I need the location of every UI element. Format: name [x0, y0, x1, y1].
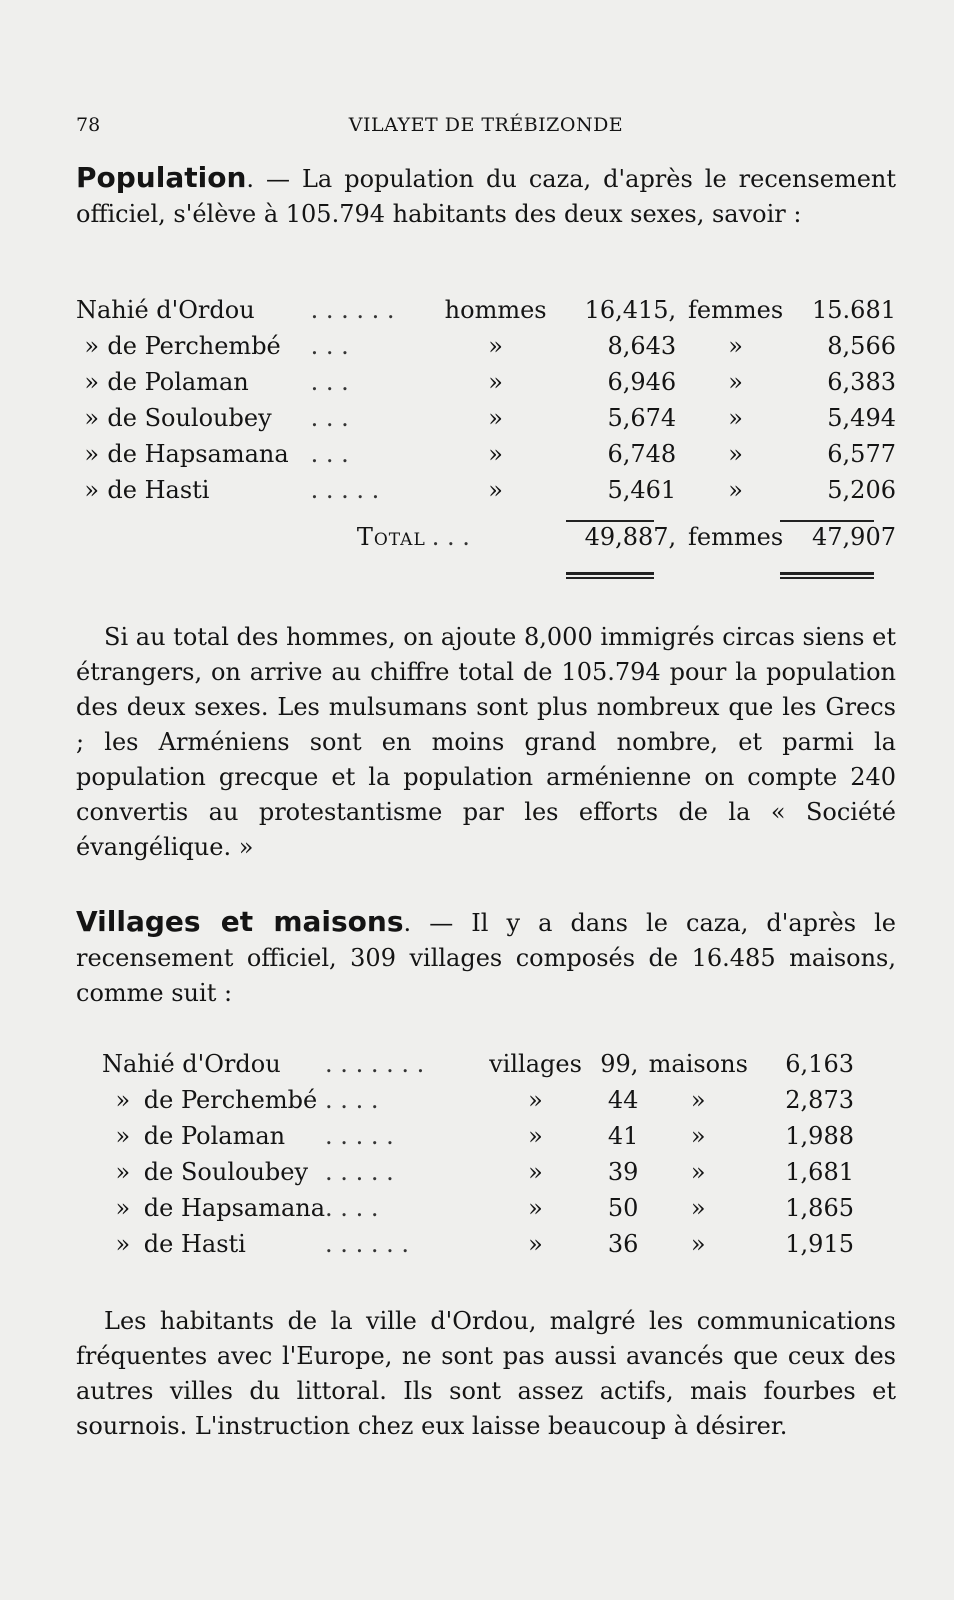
running-title: VILAYET DE TRÉBIZONDE: [348, 114, 624, 136]
villages-count: 41: [607, 1122, 639, 1150]
leader-dots: . . .: [310, 440, 349, 468]
women-label: »: [728, 476, 743, 504]
leader-dots: . . .: [310, 404, 349, 432]
district-name: de Polaman: [143, 1122, 286, 1150]
houses-count: 1,915: [785, 1230, 854, 1258]
villages-label: »: [528, 1086, 543, 1114]
district-name: de Hapsamana: [143, 1194, 326, 1222]
houses-label: maisons: [648, 1050, 748, 1078]
leader-dots: . . . . .: [325, 1158, 394, 1186]
district-name: de Souloubey: [143, 1158, 309, 1186]
houses-label: »: [690, 1230, 706, 1258]
women-count: 8,566: [827, 332, 896, 360]
women-count: 6,383: [827, 368, 896, 396]
women-label: »: [728, 368, 743, 396]
population-row: [76, 436, 896, 472]
men-label: »: [488, 368, 503, 396]
villages-intro-paragraph: [76, 904, 896, 1011]
population-note-paragraph: Si au total des hommes, on ajoute 8,000 immigrés circas siens et étrangers, on arrive au chiffre total de 105.794 pour la population des deux sexes. Les mulsumans sont plus nombreux que les Grecs ; les Arméniens sont en moins grand nombre, et parmi la population grecque et la population arménienne on compte 240 convertis au protestantisme par les efforts de la « Société évangélique. »: [76, 623, 896, 861]
men-count: 16,415,: [584, 296, 677, 324]
villages-intro-text: . — Il y a dans le caza, d'après le recensement officiel, 309 villages composés de 16.485 maisons, comme suit :: [76, 909, 896, 1007]
population-row: [76, 364, 896, 400]
houses-count: 6,163: [785, 1050, 854, 1078]
men-count: 6,946: [607, 368, 677, 396]
women-label: femmes: [688, 523, 784, 551]
women-label: »: [728, 332, 743, 360]
men-total-double-rule-lower: [566, 577, 654, 579]
district-name: de Perchembé: [143, 1086, 318, 1114]
women-label: »: [728, 440, 743, 468]
district-name: de Hapsamana: [107, 440, 289, 468]
men-label: »: [488, 404, 503, 432]
villages-label: »: [528, 1122, 543, 1150]
houses-label: »: [690, 1158, 706, 1186]
women-label: »: [728, 404, 743, 432]
district-name: Nahié d'Ordou: [76, 296, 255, 324]
men-total: 49,887,: [584, 523, 677, 551]
villages-row: [102, 1118, 854, 1154]
villages-row: [102, 1082, 854, 1118]
houses-label: »: [690, 1086, 706, 1114]
men-label: hommes: [444, 296, 547, 324]
population-row: [76, 292, 896, 328]
ditto-mark: »: [84, 476, 100, 504]
houses-label: »: [690, 1122, 706, 1150]
leader-dots: . . . . . . .: [325, 1050, 425, 1078]
ditto-mark: »: [84, 368, 100, 396]
leader-dots: . . . . . .: [310, 296, 395, 324]
villages-row: [102, 1226, 854, 1262]
houses-count: 1,865: [785, 1194, 854, 1222]
villages-label: »: [528, 1194, 543, 1222]
leader-dots: . . . .: [325, 1194, 379, 1222]
men-count: 8,643: [607, 332, 677, 360]
men-count: 5,461: [607, 476, 677, 504]
district-name: de Souloubey: [107, 404, 272, 432]
population-heading: Population: [76, 161, 247, 194]
ditto-mark: »: [84, 404, 100, 432]
villages-count: 50: [607, 1194, 639, 1222]
villages-row: [102, 1154, 854, 1190]
women-count: 6,577: [827, 440, 896, 468]
ditto-mark: »: [115, 1086, 131, 1114]
villages-count: 99,: [600, 1050, 639, 1078]
villages-label: »: [528, 1158, 543, 1186]
villages-heading: Villages et maisons: [76, 905, 404, 938]
leader-dots: . . . . . .: [325, 1230, 409, 1258]
page-number: 78: [76, 114, 101, 136]
women-total-double-rule: [780, 572, 874, 575]
district-name: de Polaman: [107, 368, 249, 396]
men-column-rule: [566, 520, 654, 522]
villages-label: villages: [489, 1050, 582, 1078]
population-total-row: [76, 508, 896, 566]
women-total: 47,907: [812, 523, 896, 551]
women-total-double-rule-lower: [780, 577, 874, 579]
leader-dots: . . .: [310, 332, 349, 360]
leader-dots: . . .: [310, 368, 349, 396]
ditto-mark: »: [84, 440, 100, 468]
population-table: [76, 292, 896, 566]
population-intro-paragraph: [76, 160, 896, 232]
leader-dots: . . . .: [325, 1086, 379, 1114]
population-row: [76, 328, 896, 364]
villages-count: 44: [607, 1086, 639, 1114]
houses-label: »: [690, 1194, 706, 1222]
ditto-mark: »: [115, 1158, 131, 1186]
ditto-mark: »: [115, 1194, 131, 1222]
leader-dots: . . . . .: [310, 476, 380, 504]
men-label: »: [488, 332, 503, 360]
ditto-mark: »: [115, 1230, 131, 1258]
women-count: 5,494: [827, 404, 896, 432]
district-name: de Perchembé: [107, 332, 281, 360]
men-count: 6,748: [607, 440, 677, 468]
women-count: 15.681: [812, 296, 896, 324]
villages-label: »: [528, 1230, 543, 1258]
district-name: de Hasti: [143, 1230, 246, 1258]
villages-table: [102, 1046, 854, 1262]
women-column-rule: [780, 520, 874, 522]
population-row: [76, 400, 896, 436]
running-header: [76, 114, 896, 142]
women-label: femmes: [688, 296, 784, 324]
ditto-mark: »: [115, 1122, 131, 1150]
district-name: de Hasti: [107, 476, 210, 504]
men-total-double-rule: [566, 572, 654, 575]
leader-dots: . . . . .: [325, 1122, 394, 1150]
houses-count: 2,873: [785, 1086, 854, 1114]
villages-count: 39: [607, 1158, 639, 1186]
population-intro-text: . — La population du caza, d'après le recensement officiel, s'élève à 105.794 habitants des deux sexes, savoir :: [76, 165, 896, 228]
women-count: 5,206: [827, 476, 896, 504]
villages-row: [102, 1046, 854, 1082]
villages-row: [102, 1190, 854, 1226]
total-label: Total: [356, 523, 426, 551]
men-label: »: [488, 440, 503, 468]
houses-count: 1,681: [785, 1158, 854, 1186]
leader-dots: . . .: [431, 523, 470, 551]
district-name: Nahié d'Ordou: [102, 1050, 281, 1078]
men-count: 5,674: [607, 404, 677, 432]
ditto-mark: »: [84, 332, 100, 360]
men-label: »: [488, 476, 503, 504]
villages-count: 36: [607, 1230, 639, 1258]
population-row: [76, 472, 896, 508]
spacer: [76, 508, 311, 566]
houses-count: 1,988: [785, 1122, 854, 1150]
villages-note-paragraph: Les habitants de la ville d'Ordou, malgré les communications fréquentes avec l'Europe, ne sont pas aussi avancés que ceux des autres villes du littoral. Ils sont assez actifs, mais fourbes et sournois. L'instruction chez eux laisse beaucoup à désirer.: [76, 1307, 896, 1440]
